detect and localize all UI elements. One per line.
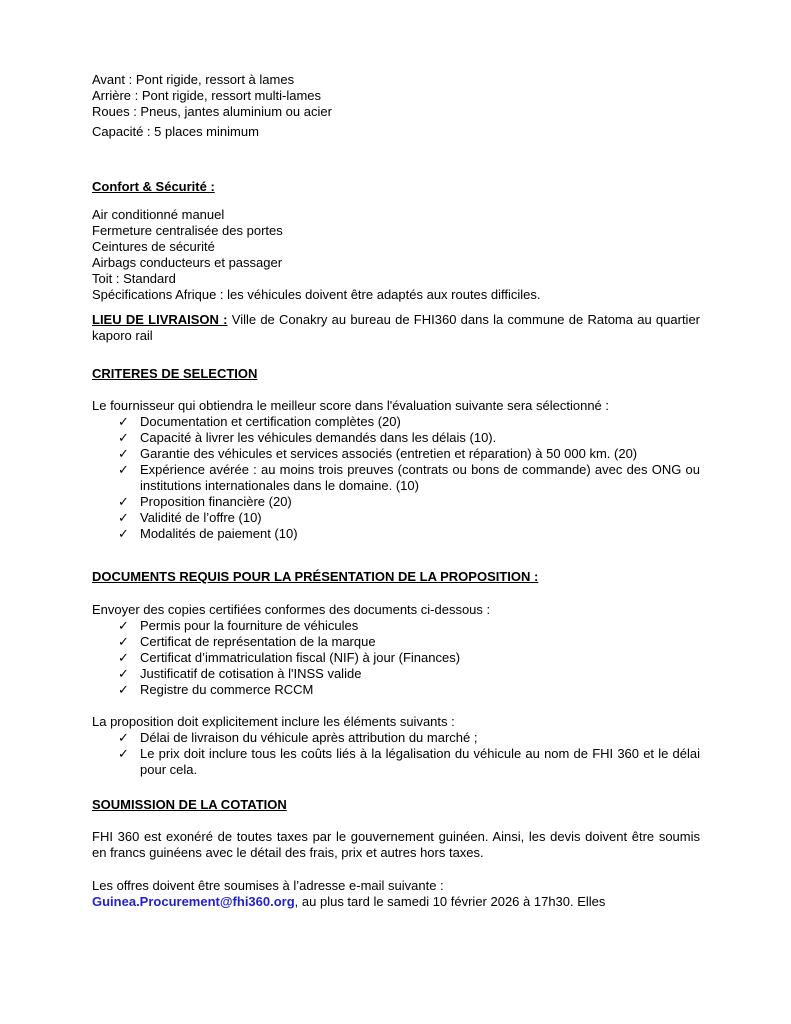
documents-item — [118, 634, 700, 650]
check-icon: ✓ — [118, 446, 129, 461]
comfort-line-toit: Toit : Standard — [92, 271, 176, 286]
comfort-line-ceintures: Ceintures de sécurité — [92, 239, 215, 254]
proposal-checklist — [92, 730, 700, 778]
check-icon: ✓ — [118, 634, 129, 649]
submission-para2-line1: Les offres doivent être soumises à l’adresse e-mail suivante : — [92, 878, 444, 893]
criteria-intro: Le fournisseur qui obtiendra le meilleur score dans l'évaluation suivante sera sélectionné : — [92, 398, 610, 413]
submission-para1: FHI 360 est exonéré de toutes taxes par le gouvernement guinéen. Ainsi, les devis doivent être soumis en francs guinéens avec le détail des frais, prix et autres hors taxes. — [92, 829, 700, 860]
documents-item — [118, 650, 700, 666]
spec-line-arriere: Arrière : Pont rigide, ressort multi-lames — [92, 88, 322, 103]
documents-heading: DOCUMENTS REQUIS POUR LA PRÉSENTATION DE LA PROPOSITION : — [92, 569, 539, 584]
documents-item — [118, 618, 700, 634]
proposal-item — [118, 730, 700, 746]
delivery-heading: LIEU DE LIVRAISON : — [92, 312, 228, 327]
documents-item — [118, 682, 700, 698]
criteria-item-label: Expérience avérée : au moins trois preuves (contrats ou bons de commande) avec des ONG ou institutions internationales dans le domaine. (10) — [140, 462, 700, 493]
check-icon: ✓ — [118, 746, 129, 761]
documents-intro: Envoyer des copies certifiées conformes des documents ci-dessous : — [92, 602, 491, 617]
delivery-text: Ville de Conakry au bureau de FHI360 dans la commune de Ratoma au quartier kaporo rail — [92, 312, 701, 343]
check-icon: ✓ — [118, 618, 129, 633]
criteria-item-label: Capacité à livrer les véhicules demandés dans les délais (10). — [140, 430, 497, 445]
criteria-item — [118, 446, 700, 462]
check-icon: ✓ — [118, 494, 129, 509]
criteria-item — [118, 526, 700, 542]
criteria-item-label: Modalités de paiement (10) — [140, 526, 298, 541]
check-icon: ✓ — [118, 682, 129, 697]
documents-item — [118, 666, 700, 682]
comfort-line-ac: Air conditionné manuel — [92, 207, 225, 222]
criteria-item-label: Garantie des véhicules et services associés (entretien et réparation) à 50 000 km. (20) — [140, 446, 638, 461]
criteria-checklist — [92, 414, 700, 542]
criteria-item-label: Documentation et certification complètes (20) — [140, 414, 401, 429]
criteria-item — [118, 494, 700, 510]
comfort-block — [92, 207, 700, 303]
comfort-line-airbags: Airbags conducteurs et passager — [92, 255, 283, 270]
criteria-item — [118, 510, 700, 526]
documents-item-label: Certificat d’immatriculation fiscal (NIF) à jour (Finances) — [140, 650, 461, 665]
check-icon: ✓ — [118, 430, 129, 445]
proposal-item-label: Le prix doit inclure tous les coûts liés à la légalisation du véhicule au nom de FHI 360 et le délai pour cela. — [140, 746, 700, 777]
check-icon: ✓ — [118, 650, 129, 665]
documents-item-label: Permis pour la fourniture de véhicules — [140, 618, 359, 633]
procurement-email-link[interactable]: Guinea.Procurement@fhi360.org — [92, 894, 295, 909]
documents-item-label: Registre du commerce RCCM — [140, 682, 314, 697]
submission-para2-line2 — [92, 894, 700, 910]
documents-item-label: Certificat de représentation de la marque — [140, 634, 376, 649]
delivery-paragraph — [92, 312, 700, 344]
documents-item-label: Justificatif de cotisation à l'INSS valide — [140, 666, 362, 681]
check-icon: ✓ — [118, 414, 129, 429]
proposal-item-label: Délai de livraison du véhicule après attribution du marché ; — [140, 730, 478, 745]
submission-deadline-text: , au plus tard le samedi 10 février 2026 à 17h30. Elles — [294, 894, 606, 909]
proposal-item — [118, 746, 700, 778]
comfort-heading: Confort & Sécurité : — [92, 179, 215, 194]
comfort-line-specifications: Spécifications Afrique : les véhicules doivent être adaptés aux routes difficiles. — [92, 287, 541, 302]
documents-checklist — [92, 618, 700, 698]
criteria-heading: CRITERES DE SELECTION — [92, 366, 258, 381]
spec-line-roues: Roues : Pneus, jantes aluminium ou acier — [92, 104, 332, 119]
criteria-item-label: Validité de l’offre (10) — [140, 510, 262, 525]
criteria-item-label: Proposition financière (20) — [140, 494, 292, 509]
check-icon: ✓ — [118, 666, 129, 681]
check-icon: ✓ — [118, 730, 129, 745]
proposal-intro: La proposition doit explicitement inclure les éléments suivants : — [92, 714, 455, 729]
submission-heading: SOUMISSION DE LA COTATION — [92, 797, 287, 812]
check-icon: ✓ — [118, 510, 129, 525]
spec-line-capacite: Capacité : 5 places minimum — [92, 124, 259, 139]
criteria-item — [118, 414, 700, 430]
spec-line-avant: Avant : Pont rigide, ressort à lames — [92, 72, 295, 87]
criteria-item — [118, 430, 700, 446]
spec-block — [92, 72, 700, 140]
check-icon: ✓ — [118, 526, 129, 541]
check-icon: ✓ — [118, 462, 129, 477]
comfort-line-fermeture: Fermeture centralisée des portes — [92, 223, 283, 238]
criteria-item — [118, 462, 700, 494]
